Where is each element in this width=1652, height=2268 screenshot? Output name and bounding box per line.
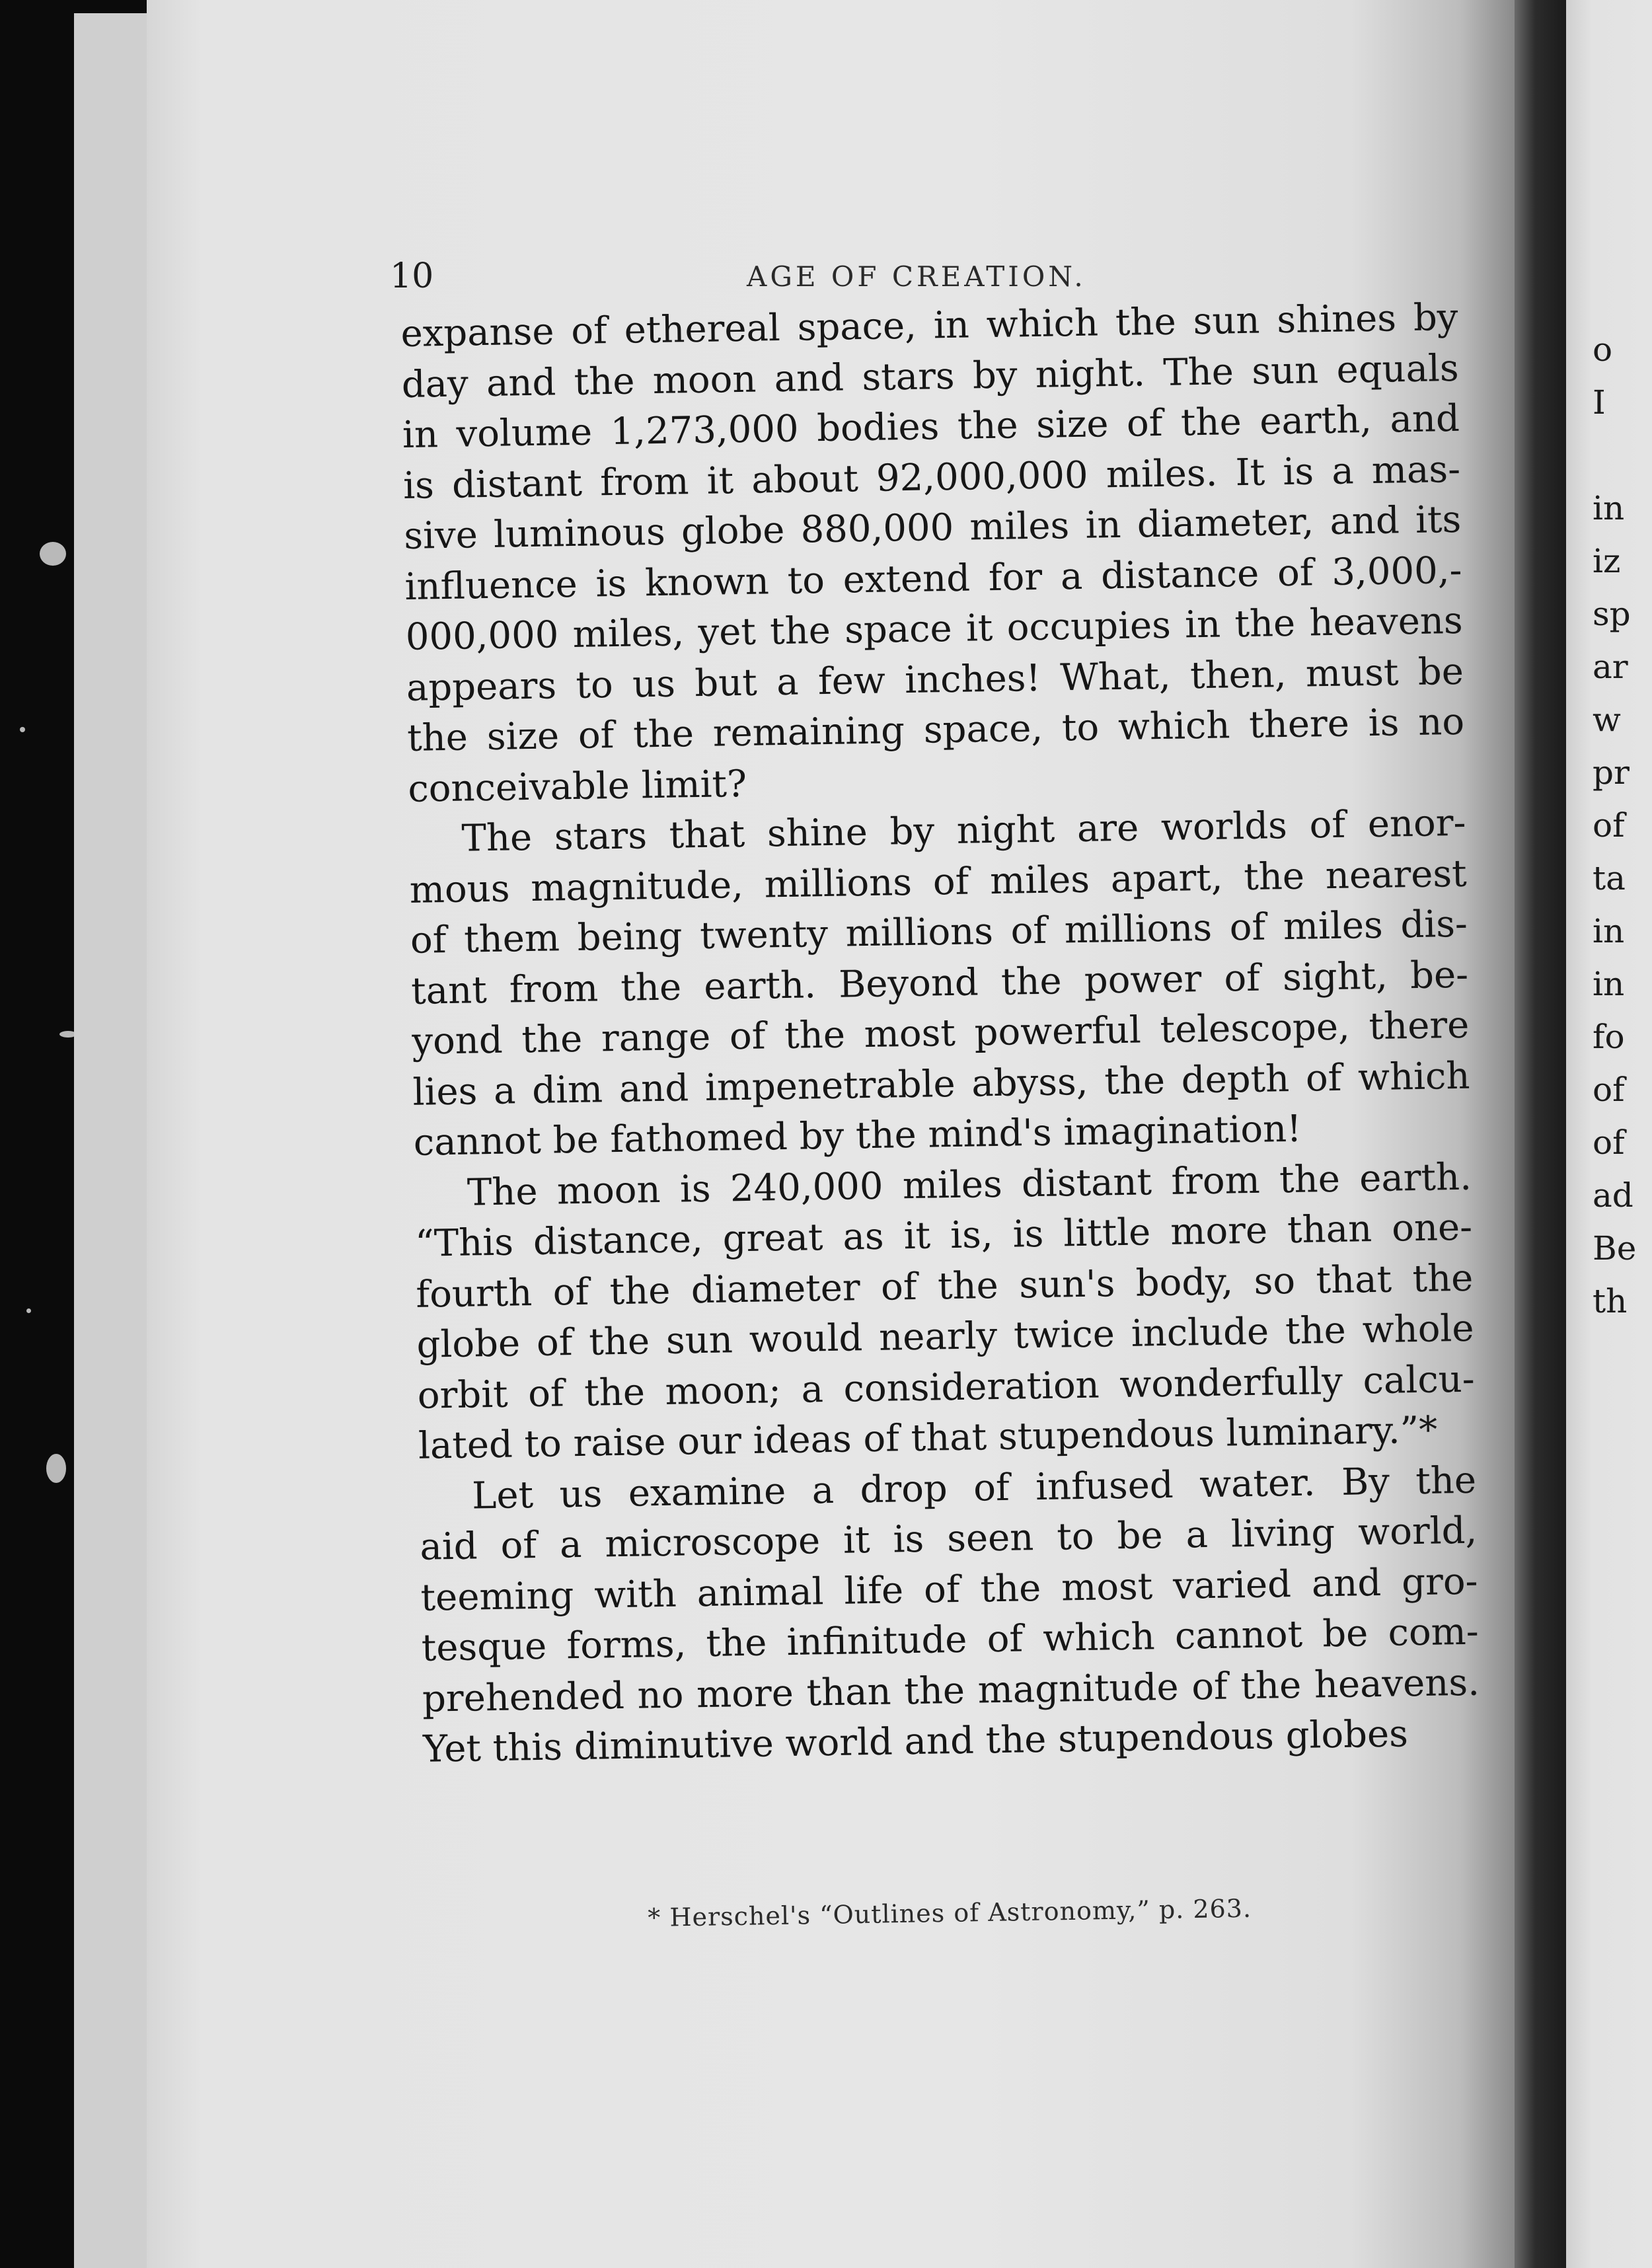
text-line: Yet this diminutive world and the stupendous globes bbox=[422, 1712, 1409, 1771]
paragraph bbox=[419, 1455, 1481, 1775]
facing-page-text: in bbox=[1593, 965, 1625, 1003]
dust-speck bbox=[46, 1454, 66, 1483]
text-line: 000,000 miles, yet the space it occupies in the heavens bbox=[405, 599, 1464, 659]
facing-page-text: sp bbox=[1593, 595, 1631, 633]
paragraph bbox=[414, 1152, 1476, 1472]
facing-page-text: w bbox=[1593, 700, 1621, 739]
text-line: is distant from it about 92,000,000 miles. It is a mas- bbox=[402, 447, 1461, 508]
text-line: conceivable limit? bbox=[407, 762, 747, 811]
text-line: globe of the sun would nearly twice include the whole bbox=[416, 1306, 1474, 1367]
facing-page-text: in bbox=[1593, 489, 1625, 527]
facing-page-fragment bbox=[1566, 0, 1652, 2268]
facing-page-text: pr bbox=[1593, 753, 1630, 792]
text-line: the size of the remaining space, to which there is no bbox=[406, 700, 1465, 760]
facing-page-text: ar bbox=[1593, 648, 1628, 686]
text-line: fourth of the diameter of the sun's body, so that the bbox=[415, 1256, 1474, 1316]
text-line: day and the moon and stars by night. The sun equals bbox=[401, 346, 1460, 406]
facing-page-text: of bbox=[1593, 1123, 1625, 1162]
paragraph bbox=[408, 798, 1471, 1169]
paragraph bbox=[400, 293, 1466, 815]
text-line: expanse of ethereal space, in which the sun shines by bbox=[400, 295, 1458, 356]
text-line: tant from the earth. Beyond the power of sight, be- bbox=[410, 953, 1469, 1013]
text-line: cannot be fathomed by the mind's imagination! bbox=[413, 1107, 1302, 1164]
facing-page-text: ad bbox=[1593, 1176, 1633, 1215]
page-number: 10 bbox=[390, 256, 434, 296]
text-line: of them being twenty millions of millions of miles dis- bbox=[410, 902, 1468, 962]
facing-page-text: fo bbox=[1593, 1018, 1625, 1056]
page-edge bbox=[112, 13, 131, 2268]
facing-page-text: th bbox=[1593, 1282, 1628, 1320]
page-edge bbox=[94, 13, 114, 2268]
text-line: tesque forms, the infinitude of which cannot be com- bbox=[421, 1610, 1480, 1670]
facing-page-text: Be bbox=[1593, 1229, 1637, 1267]
page-title: AGE OF CREATION. bbox=[747, 260, 1086, 293]
text-line: aid of a microscope it is seen to be a living world, bbox=[419, 1509, 1478, 1569]
facing-page-text: in bbox=[1593, 912, 1625, 950]
dust-speck bbox=[40, 542, 66, 566]
text-line: in volume 1,273,000 bodies the size of the earth, and bbox=[402, 397, 1460, 457]
footnote: * Herschel's “Outlines of Astronomy,” p. 263. bbox=[648, 1893, 1252, 1932]
text-line: teeming with animal life of the most varied and gro- bbox=[420, 1560, 1478, 1620]
text-line: prehended no more than the magnitude of the heavens. bbox=[422, 1661, 1480, 1721]
text-line: lies a dim and impenetrable abyss, the depth of which bbox=[412, 1054, 1470, 1114]
text-line: Let us examine a drop of infused water. By the bbox=[471, 1458, 1477, 1518]
facing-page-text: I bbox=[1593, 383, 1606, 422]
body-text bbox=[400, 293, 1481, 1775]
facing-page-text: of bbox=[1593, 1071, 1625, 1109]
text-line: lated to raise our ideas of that stupendous luminary.”* bbox=[418, 1408, 1438, 1468]
facing-page-text: ta bbox=[1593, 859, 1626, 897]
text-line: The moon is 240,000 miles distant from the earth. bbox=[467, 1155, 1472, 1215]
text-line: “This distance, great as it is, is little more than one- bbox=[414, 1205, 1473, 1266]
facing-page-text: o bbox=[1593, 330, 1613, 369]
page-edge bbox=[74, 13, 95, 2268]
text-line: yond the range of the most powerful telescope, there bbox=[411, 1003, 1470, 1063]
dust-speck bbox=[26, 1308, 31, 1313]
book-gutter bbox=[1515, 0, 1566, 2268]
text-line: influence is known to extend for a distance of 3,000,- bbox=[404, 548, 1462, 609]
text-line: orbit of the moon; a consideration wonderfully calcu- bbox=[417, 1357, 1476, 1418]
facing-page-text: of bbox=[1593, 806, 1625, 845]
facing-page-text: iz bbox=[1593, 542, 1621, 580]
text-line: mous magnitude, millions of miles apart, the nearest bbox=[409, 852, 1468, 912]
text-line: appears to us but a few inches! What, then, must be bbox=[406, 650, 1464, 710]
dust-speck bbox=[20, 727, 25, 732]
text-line: The stars that shine by night are worlds of enor- bbox=[461, 801, 1466, 860]
page-edge bbox=[130, 13, 148, 2268]
text-line: sive luminous globe 880,000 miles in diameter, and its bbox=[403, 498, 1462, 558]
